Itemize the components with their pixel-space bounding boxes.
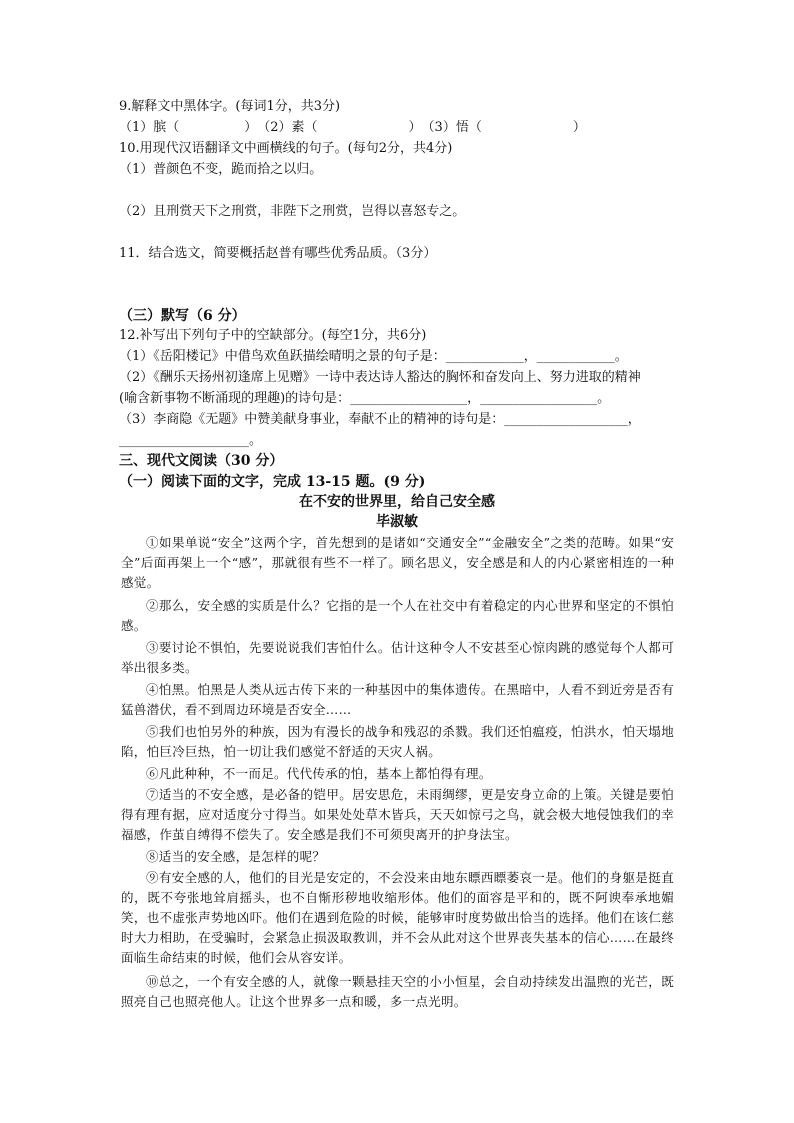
q9-items: （1）膑（ ） （2）素（ ） （3）悟（ ） <box>119 120 586 135</box>
article-paragraph-3: ③要讨论不惧怕，先要说说我们害怕什么。估计这种令人不安甚至心惊肉跳的感觉每个人都可举出很多类。 <box>121 640 674 675</box>
q12-line-2b: (喻含新事物不断涌现的理趣)的诗句是：__________________，__________________。 <box>119 391 611 406</box>
article-paragraph-5: ⑤我们也怕另外的种族，因为有漫长的战争和残忍的杀戮。我们还怕瘟疫，怕洪水，怕天塌地陷，怕巨冷巨热，怕一切让我们感觉不舒适的天灾人祸。 <box>121 724 674 759</box>
article-paragraph-1: ①如果单说“安全”这两个字，首先想到的是诸如“交通安全”“金融安全”之类的范畴。如果“安全”后面再架上一个“感”，那就很有些不一样了。顾名思义，安全感是和人的内心紧密相连的一种感觉。 <box>121 535 674 590</box>
article-paragraph-6: ⑥凡此种种，不一而足。代代传承的怕，基本上都怕得有理。 <box>146 766 492 781</box>
part3-heading: 三、现代文阅读（30 分） <box>119 453 284 469</box>
q12-line-1: （1）《岳阳楼记》中借鸟欢鱼跃描绘晴明之景的句子是：____________，____________。 <box>119 349 628 364</box>
q11-stem: 11．结合选文，简要概括赵普有哪些优秀品质。（3分） <box>119 246 437 261</box>
reading-subheading: （一）阅读下面的文字，完成 13-15 题。(9 分) <box>119 474 426 490</box>
q12-line-3b: ____________________。 <box>119 433 263 448</box>
article-paragraph-4: ④怕黑。怕黑是人类从远古传下来的一种基因中的集体遗传。在黑暗中，人看不到近旁是否有猛兽潜伏，看不到周边环境是否安全…… <box>121 682 674 717</box>
q12-line-2a: （2）《酬乐天扬州初逢席上见赠》一诗中表达诗人豁达的胸怀和奋发向上、努力进取的精神 <box>119 370 641 385</box>
q10-sentence-1: （1）普颜色不变，跪而拾之以归。 <box>119 162 323 177</box>
q10-stem: 10.用现代汉语翻译文中画横线的句子。(每句2分，共4分) <box>119 141 453 156</box>
article-title: 在不安的世界里，给自己安全感 <box>299 494 495 510</box>
section-dictation-heading: （三）默写（6 分） <box>119 308 246 324</box>
article-author: 毕淑敏 <box>376 514 418 530</box>
q12-line-3a: （3）李商隐《无题》中赞美献身事业，奉献不止的精神的诗句是：___________________， <box>119 412 641 427</box>
q12-stem: 12.补写出下列句子中的空缺部分。(每空1分，共6分) <box>119 328 427 343</box>
article-paragraph-10: ⑩总之，一个有安全感的人，就像一颗悬挂天空的小小恒星，会自动持续发出温煦的光芒，既照亮自己也照亮他人。让这个世界多一点和暖，多一点光明。 <box>121 974 674 1009</box>
q10-sentence-2: （2）且刑赏天下之刑赏，非陛下之刑赏，岂得以喜怒专之。 <box>119 204 466 219</box>
article-paragraph-9: ⑨有安全感的人，他们的目光是安定的，不会没来由地东瞟西瞟萎哀一是。他们的身躯是挺直的，既不夸张地耸肩摇头，也不自惭形秽地收缩形体。他们的面容是平和的，既不阿谀奉承地媚笑，也不虚张声势地凶吓。他们在遇到危险的时候，能够审时度势做出恰当的选择。他们在该仁慈时大力相助，在受骗时，会紧急止损汲取教训，并不会从此对这个世界丧失基本的信心……在最终面临生命结束的时候，他们会从容安详。 <box>121 870 674 965</box>
q9-stem: 9.解释文中黑体字。(每词1分，共3分) <box>119 99 341 114</box>
article-paragraph-2: ②那么，安全感的实质是什么？它指的是一个人在社交中有着稳定的内心世界和坚定的不惧怕感。 <box>121 598 674 633</box>
article-paragraph-8: ⑧适当的安全感，是怎样的呢？ <box>146 849 326 864</box>
article-paragraph-7: ⑦适当的不安全感，是必备的铠甲。居安思危，未雨绸缪，更是安身立命的上策。关键是要怕得有理有据，应对适度分寸得当。如果处处草木皆兵，天天如惊弓之鸟，就会极大地侵蚀我们的幸福感，作茧自缚得不偿失了。安全感是我们不可须臾离开的护身法宝。 <box>121 787 674 842</box>
